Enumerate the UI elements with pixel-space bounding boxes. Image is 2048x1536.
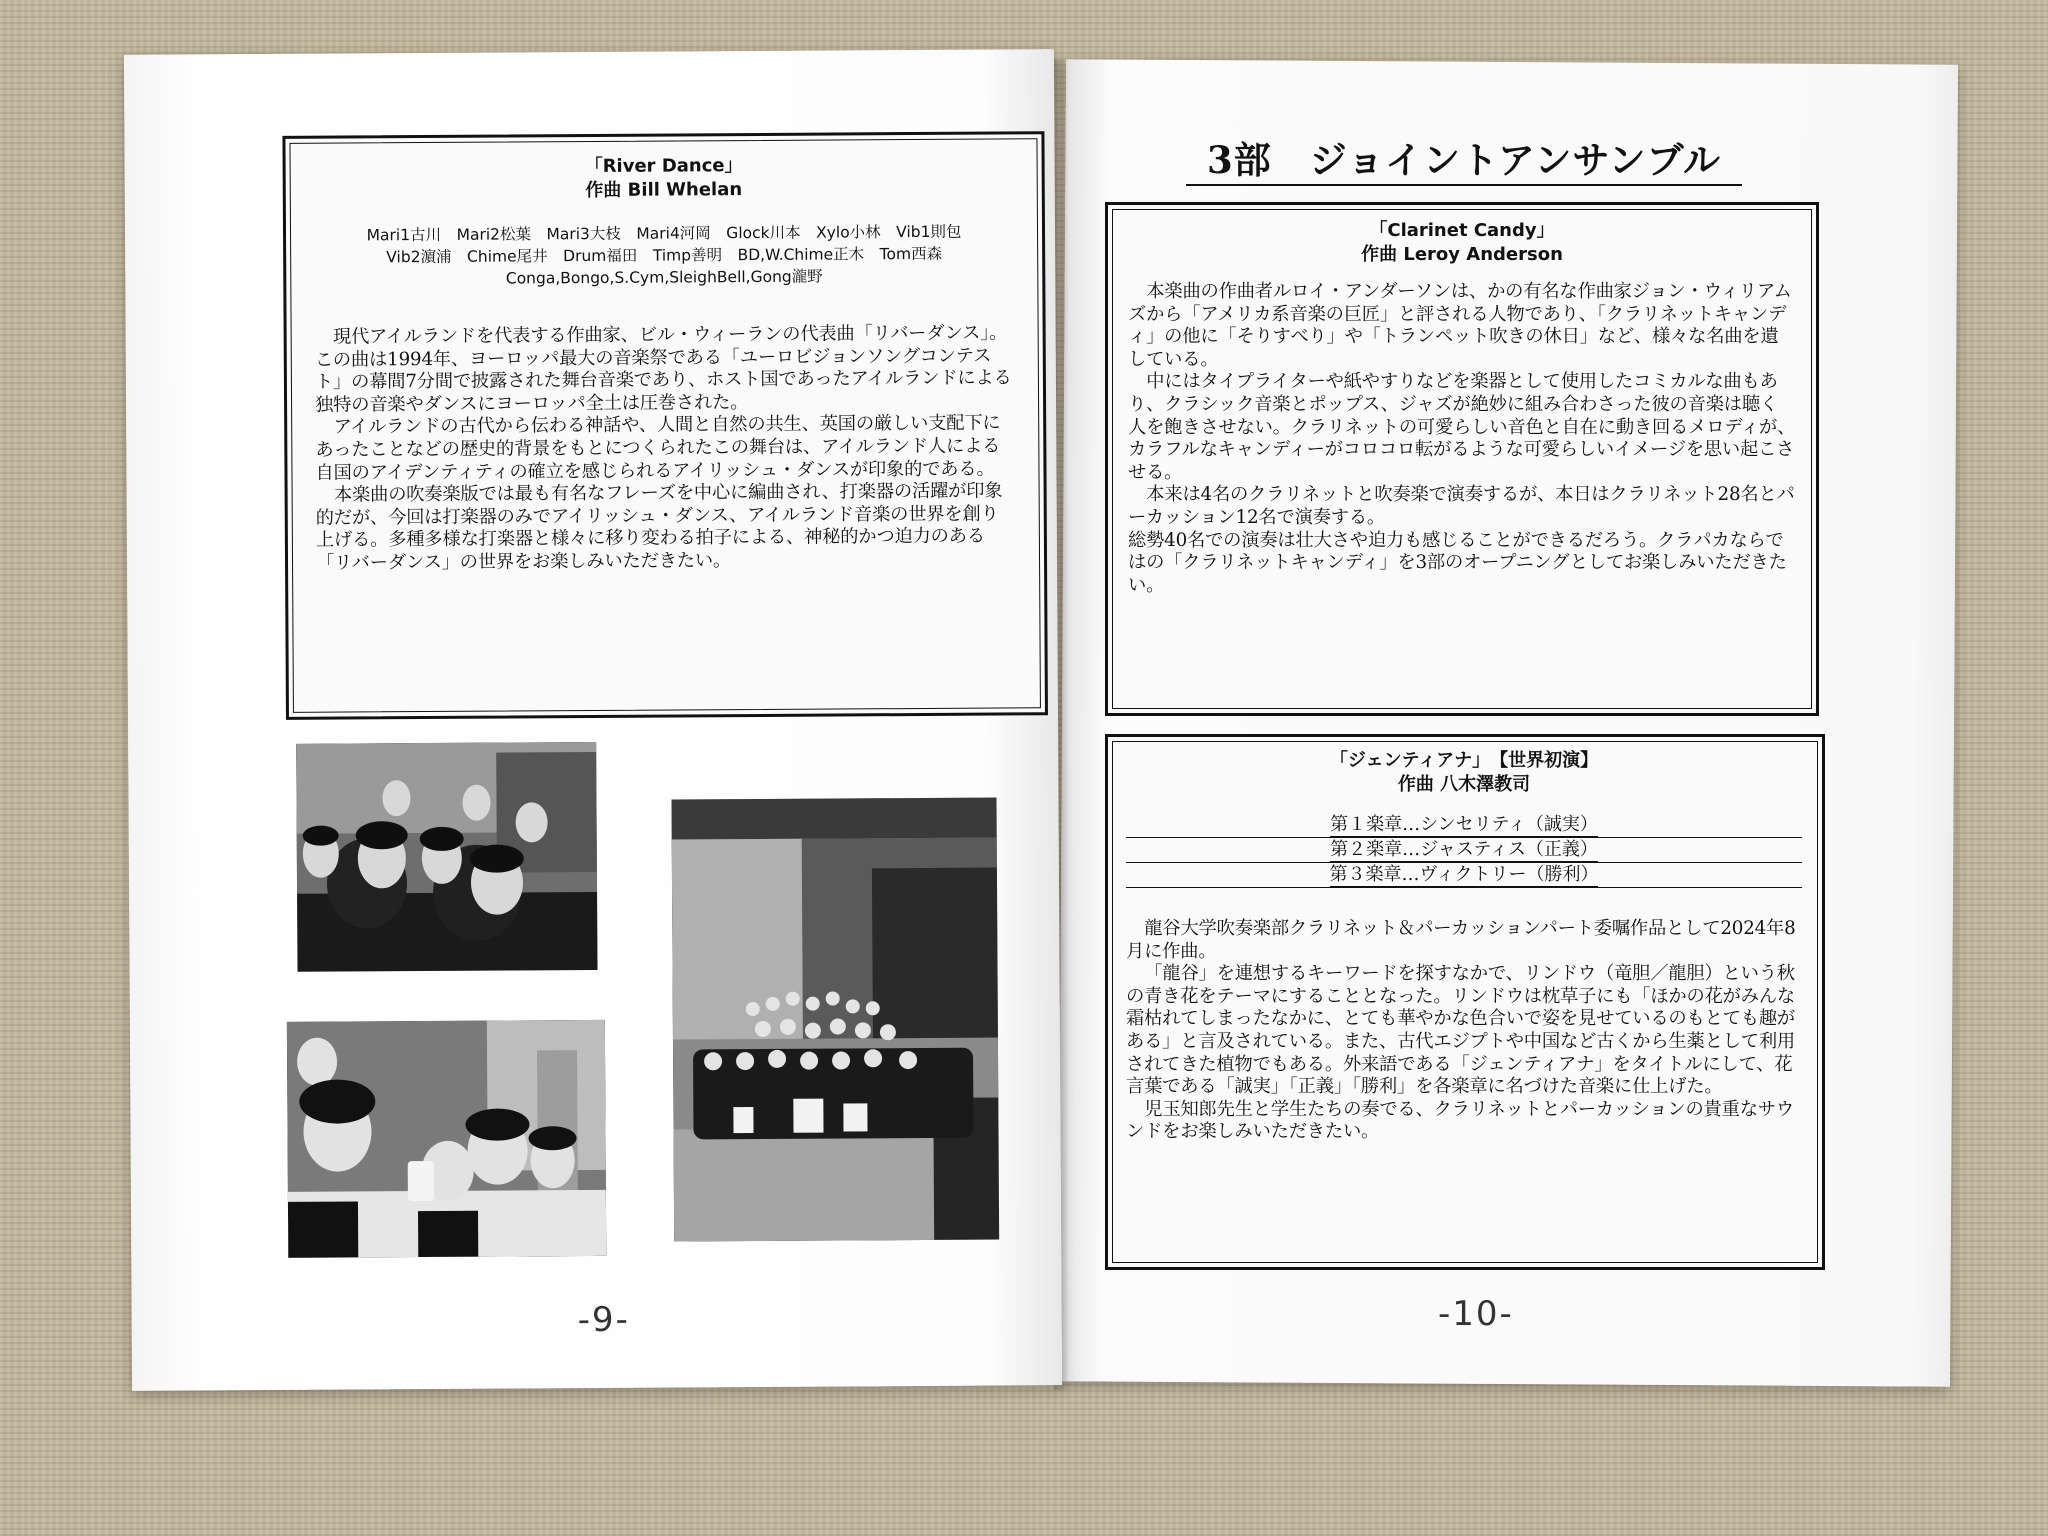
river-dance-box <box>282 131 1048 720</box>
group-photo-selfie-2 <box>287 1020 606 1258</box>
movement-1: 第１楽章…シンセリティ（誠実） <box>1330 814 1598 835</box>
movement-2: 第２楽章…ジャスティス（正義） <box>1330 839 1598 860</box>
performer-line: Mari1古川 Mari2松葉 Mari3大枝 Mari4河岡 Glock川本 Xylo小林 Vib1則包 <box>366 222 962 245</box>
paragraph: 現代アイルランドを代表する作曲家、ビル・ウィーランの代表曲「リバーダンス」。この曲は1994年、ヨーロッパ最大の音楽祭である「ユーロビジョンソングコンテスト」の幕間7分間で披露された舞台音楽であり、ホスト国であったアイルランドによる独特の音楽やダンスにヨーロッパ全土は圧巻された。 <box>314 322 1012 416</box>
photo-image <box>671 798 999 1242</box>
gentiana-description <box>1126 918 1802 1144</box>
section-heading-joint-ensemble: 3部 ジョイントアンサンブル <box>1186 136 1742 186</box>
paragraph: 本楽曲の作曲者ルロイ・アンダーソンは、かの有名な作曲家ジョン・ウィリアムズから「アメリカ系音楽の巨匠」と評される人物であり、「クラリネットキャンディ」の他に「そりすべり」や「トランペット吹きの休日」など、様々な名曲を遺している。 <box>1128 281 1792 370</box>
movement-3: 第３楽章…ヴィクトリー（勝利） <box>1329 864 1599 885</box>
piece-title-river-dance: 「River Dance」 <box>584 155 743 178</box>
clarinet-candy-box <box>1105 202 1819 716</box>
photo-image <box>287 1020 606 1258</box>
paragraph: 本楽曲の吹奏楽版では最も有名なフレーズを中心に編曲され、打楽器の活躍が印象的だが、今回は打楽器のみでアイリッシュ・ダンス、アイルランド音楽の世界を創り上げる。多種多様な打楽器と様々に移り変わる拍子による、神秘的かつ迫力のある「リバーダンス」の世界をお楽しみいただきたい。 <box>315 480 1003 574</box>
paragraph: 本来は4名のクラリネットと吹奏楽で演奏するが、本日はクラリネット28名とパーカッション12名で演奏する。 <box>1128 484 1795 528</box>
paragraph: 中にはタイプライターや紙やすりなどを楽器として使用したコミカルな曲もあり、クラシック音楽とポップス、ジャズが絶妙に組み合わさった彼の音楽は聴く人を飽きさせない。クラリネットの可愛らしい音色と自在に動き回るメロディが、カラフルなキャンディーがコロコロ転がるような可愛らしいイメージを思い起こさせる。 <box>1128 371 1796 483</box>
river-dance-description <box>315 322 1017 575</box>
composer-leroy-anderson: 作曲 Leroy Anderson <box>1361 244 1563 265</box>
piece-title-gentiana: 「ジェンティアナ」 【世界初演】 <box>1329 750 1599 771</box>
composer-bill-whelan: 作曲 Bill Whelan <box>585 179 743 202</box>
page-number-9: -9- <box>577 1299 630 1341</box>
composer-yagisawa: 作曲 八木澤教司 <box>1397 774 1531 795</box>
paragraph: 総勢40名での演奏は壮大さや迫力も感じることができるだろう。クラパカならではの「クラリネットキャンディ」を3部のオープニングとしてお楽しみいただきたい。 <box>1128 529 1787 596</box>
group-photo-selfie-1 <box>296 742 597 972</box>
photo-image <box>296 742 597 972</box>
group-photo-stage <box>671 798 999 1242</box>
paragraph: 龍谷大学吹奏楽部クラリネット＆パーカッションパート委嘱作品として2024年8月に作曲。 <box>1126 918 1796 962</box>
piece-title-clarinet-candy: 「Clarinet Candy」 <box>1369 220 1555 241</box>
paragraph: 「龍谷」を連想するキーワードを探すなかで、リンドウ（竜胆／龍胆）という秋の青き花をテーマにすることとなった。リンドウは枕草子にも「ほかの花がみんな霜枯れてしまったなかに、とても華やかな色合いで姿を見せているのもとても趣がある」と言及されている。また、古代エジプトや中国など古くから生薬として利用されてきた植物でもある。外来語である「ジェンティアナ」をタイトルにして、花言葉である「誠実」「正義」「勝利」を各楽章に名づけた音楽に仕上げた。 <box>1126 963 1796 1098</box>
paragraph: アイルランドの古代から伝わる神話や、人間と自然の共生、英国の厳しい支配下にあったことなどの歴史的背景をもとにつくられたこの舞台は、アイルランド人による自国のアイデンティティの確立を感じられるアイリッシュ・ダンスが印象的である。 <box>315 412 1001 484</box>
page-number-10: -10- <box>1438 1294 1514 1334</box>
gentiana-box <box>1105 734 1825 1270</box>
performer-line: Conga,Bongo,S.Cym,SleighBell,Gong瀧野 <box>505 267 823 288</box>
performer-line: Vib2濵浦 Chime尾井 Drum福田 Timp善明 BD,W.Chime正木 Tom西森 <box>386 244 943 267</box>
paragraph: 児玉知郎先生と学生たちの奏でる、クラリネットとパーカッションの貴重なサウンドをお楽しみいただきたい。 <box>1126 1098 1794 1143</box>
page-9 <box>124 49 1062 1391</box>
performer-list <box>314 220 1014 290</box>
movement-list <box>1126 813 1802 888</box>
clarinet-candy-description <box>1128 281 1796 597</box>
